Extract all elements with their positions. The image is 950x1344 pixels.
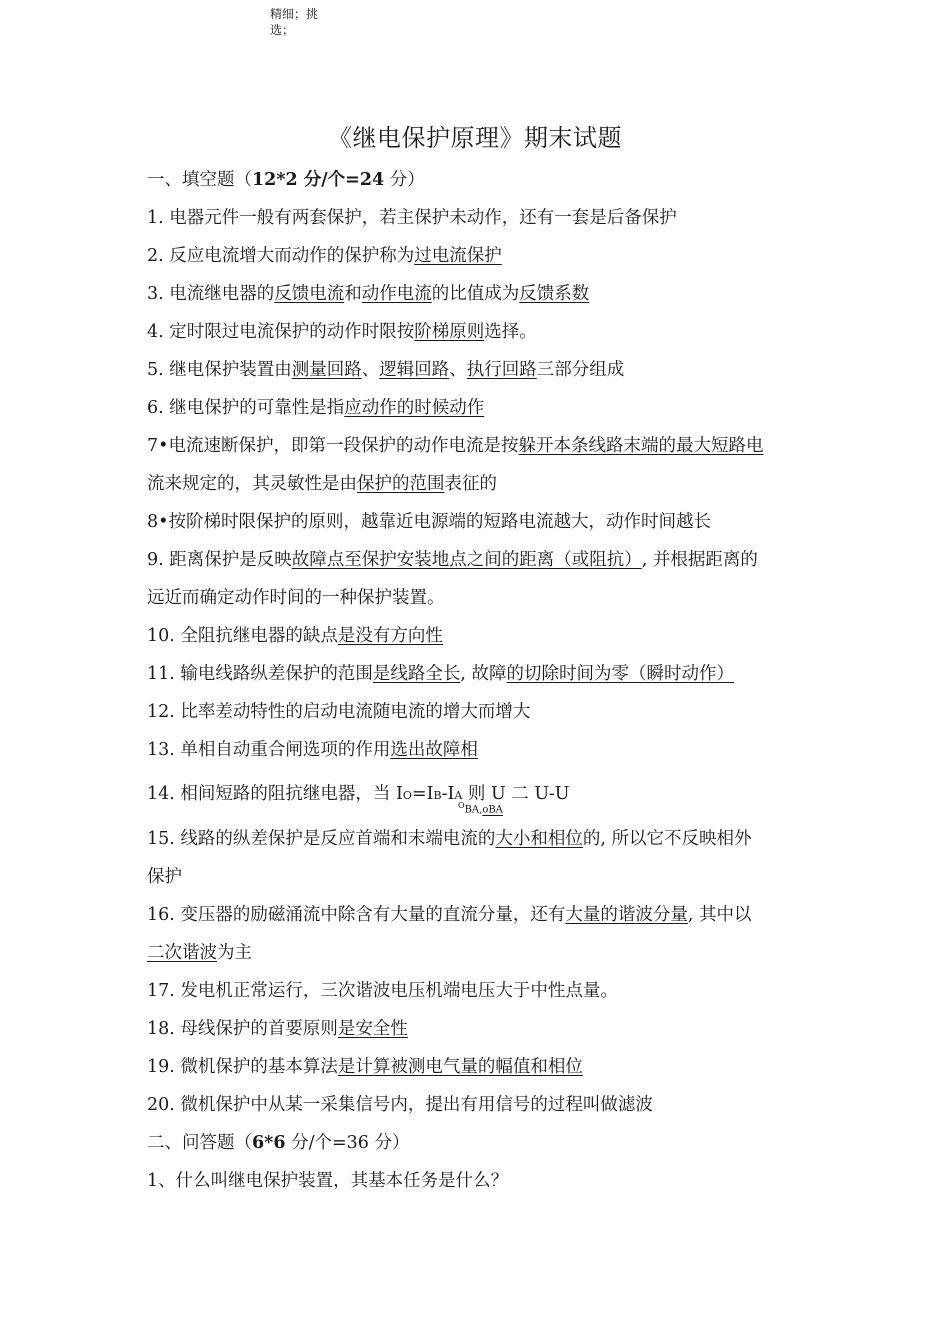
- q13-answer: 选出故障相: [390, 740, 478, 760]
- question-10: [147, 624, 820, 648]
- q5-text-a: 5. 继电保护装置由: [147, 360, 292, 380]
- qa-question-1: 1、什么叫继电保护装置，其基本任务是什么？: [147, 1171, 509, 1191]
- q18-answer: 是安全性: [337, 1019, 408, 1039]
- question-19: [147, 1055, 820, 1079]
- question-11: [147, 662, 820, 686]
- q19-answer: 是计算被测电气量的幅值和相位: [337, 1057, 583, 1077]
- q7-answer-1: 躲开本条线路末端的最大短路电: [518, 436, 764, 456]
- q5-text-b: 、: [361, 360, 380, 380]
- q14-text-c: -I: [441, 784, 455, 804]
- q14-text-b: =I: [411, 784, 434, 804]
- q18-text: 18. 母线保护的首要原则: [147, 1019, 338, 1039]
- q7-text-b: 流来规定的，其灵敏性是由: [147, 474, 357, 494]
- q14-subscript-3: oBA: [482, 804, 503, 816]
- q2-answer: 过电流保护: [414, 246, 502, 266]
- q4-answer: 阶梯原则: [414, 322, 485, 342]
- q5-text-d: 三部分组成: [536, 360, 625, 380]
- q3-text-b: 和: [344, 284, 362, 304]
- question-9-line1: [147, 548, 820, 572]
- q11-text-a: 11. 输电线路纵差保护的范围: [147, 664, 373, 684]
- question-16-line1: [147, 903, 820, 927]
- q5-text-c: 、: [449, 360, 467, 380]
- q7-answer-2: 保护的范围: [357, 474, 445, 494]
- question-20: 20. 微机保护中从某一采集信号内，提出有用信号的过程叫做滤波: [147, 1095, 653, 1115]
- section2-prefix: 二、问答题（: [147, 1133, 252, 1153]
- question-5: [147, 358, 820, 382]
- section-heading-fill-in: [147, 168, 820, 192]
- q14-text-f: U-U: [528, 784, 570, 804]
- section-suffix: 分）: [384, 170, 425, 190]
- q11-answer-1: 是线路全长: [372, 664, 461, 684]
- question-4: [147, 320, 820, 344]
- q9-text-a: 9. 距离保护是反映: [147, 550, 292, 570]
- q15-text-a: 15. 线路的纵差保护是反应首端和末端电流的: [147, 829, 496, 849]
- q4-text-a: 4. 定时限过电流保护的动作时限按: [147, 322, 415, 342]
- q14-sub-a: A: [454, 789, 463, 802]
- q5-answer-2: 逻辑回路: [379, 360, 450, 380]
- q2-text: 2. 反应电流增大而动作的保护称为: [147, 246, 415, 266]
- q16-text-c: 为主: [217, 943, 252, 963]
- question-16-line2: [147, 941, 820, 965]
- q14-text-e: 二: [511, 784, 529, 804]
- q14-sub-b: B: [433, 789, 442, 802]
- question-9-line2: 远近而确定动作时间的一种保护装置。: [147, 588, 445, 608]
- header-note-line2: 选；: [270, 23, 295, 37]
- question-12: 12. 比率差动特性的启动电流随电流的增大而增大: [147, 702, 531, 722]
- q16-text-a: 16. 变压器的励磁涌流中除含有大量的直流分量，还有: [147, 905, 566, 925]
- q13-text: 13. 单相自动重合闸选项的作用: [147, 740, 391, 760]
- q9-answer: 故障点至保护安装地点之间的距离（或阻抗）: [291, 550, 642, 570]
- question-7-line2: [147, 472, 820, 496]
- question-3: [147, 282, 820, 306]
- q3-text-a: 3. 电流继电器的: [147, 284, 275, 304]
- q6-text: 6. 继电保护的可靠性是指: [147, 398, 345, 418]
- q10-answer: 是没有方向性: [337, 626, 443, 646]
- q15-answer: 大小和相位: [495, 829, 583, 849]
- q6-answer: 应动作的时候动作: [344, 398, 485, 418]
- q11-text-b: , 故障: [460, 664, 507, 684]
- q14-text-a: 14. 相间短路的阻抗继电器，当 I: [147, 784, 403, 804]
- q19-text: 19. 微机保护的基本算法: [147, 1057, 338, 1077]
- q5-answer-3: 执行回路: [466, 360, 537, 380]
- question-13: [147, 738, 820, 762]
- question-15-line2: 保护: [147, 867, 182, 887]
- q14-subscripts: [458, 800, 503, 816]
- q7-text-c: 表征的: [444, 474, 497, 494]
- q16-answer-2: 二次谐波: [147, 943, 217, 963]
- question-1: 1. 电器元件一般有两套保护，若主保护未动作，还有一套是后备保护: [147, 208, 677, 228]
- question-6: [147, 396, 820, 420]
- q7-text-a: 7•电流速断保护，即第一段保护的动作电流是按: [147, 436, 519, 456]
- header-note: [270, 6, 318, 38]
- q16-text-b: , 其中以: [687, 905, 752, 925]
- section-prefix: 一、填空题（: [147, 170, 252, 190]
- q9-text-b: , 并根据距离的: [641, 550, 758, 570]
- question-7-line1: [147, 434, 820, 458]
- section2-suffix: 分/个=36 分）: [285, 1133, 410, 1153]
- section2-score: 6*6: [252, 1133, 286, 1153]
- section-heading-qa: [147, 1131, 820, 1155]
- q3-text-c: 的比值成为: [431, 284, 520, 304]
- question-18: [147, 1017, 820, 1041]
- q16-answer-1: 大量的谐波分量: [565, 905, 688, 925]
- q14-sub-o: O: [402, 789, 412, 802]
- q10-text: 10. 全阻抗继电器的缺点: [147, 626, 338, 646]
- question-2: [147, 244, 820, 268]
- page-title: 《继电保护原理》期末试题: [328, 124, 622, 152]
- q15-text-b: 的, 所以它不反映相外: [582, 829, 752, 849]
- question-17: 17. 发电机正常运行，三次谐波电压机端电压大于中性点量。: [147, 981, 618, 1001]
- q11-answer-2: 的切除时间为零（瞬时动作）: [506, 664, 735, 684]
- q14-subscript-2: BA,: [464, 804, 483, 816]
- q14-text-d: 则 U: [462, 784, 512, 804]
- section-score: 12*2 分/个=24: [252, 170, 385, 190]
- q3-answer-1: 反馈电流: [274, 284, 345, 304]
- question-8: 8•按阶梯时限保护的原则，越靠近电源端的短路电流越大，动作时间越长: [147, 512, 711, 532]
- header-note-line1: 精细；挑: [270, 7, 319, 21]
- question-15-line1: [147, 827, 820, 851]
- q14-subscript-1: O: [458, 801, 465, 810]
- q5-answer-1: 测量回路: [291, 360, 362, 380]
- q3-answer-2: 动作电流: [361, 284, 432, 304]
- q3-answer-3: 反馈系数: [519, 284, 590, 304]
- q4-text-b: 选择。: [484, 322, 537, 342]
